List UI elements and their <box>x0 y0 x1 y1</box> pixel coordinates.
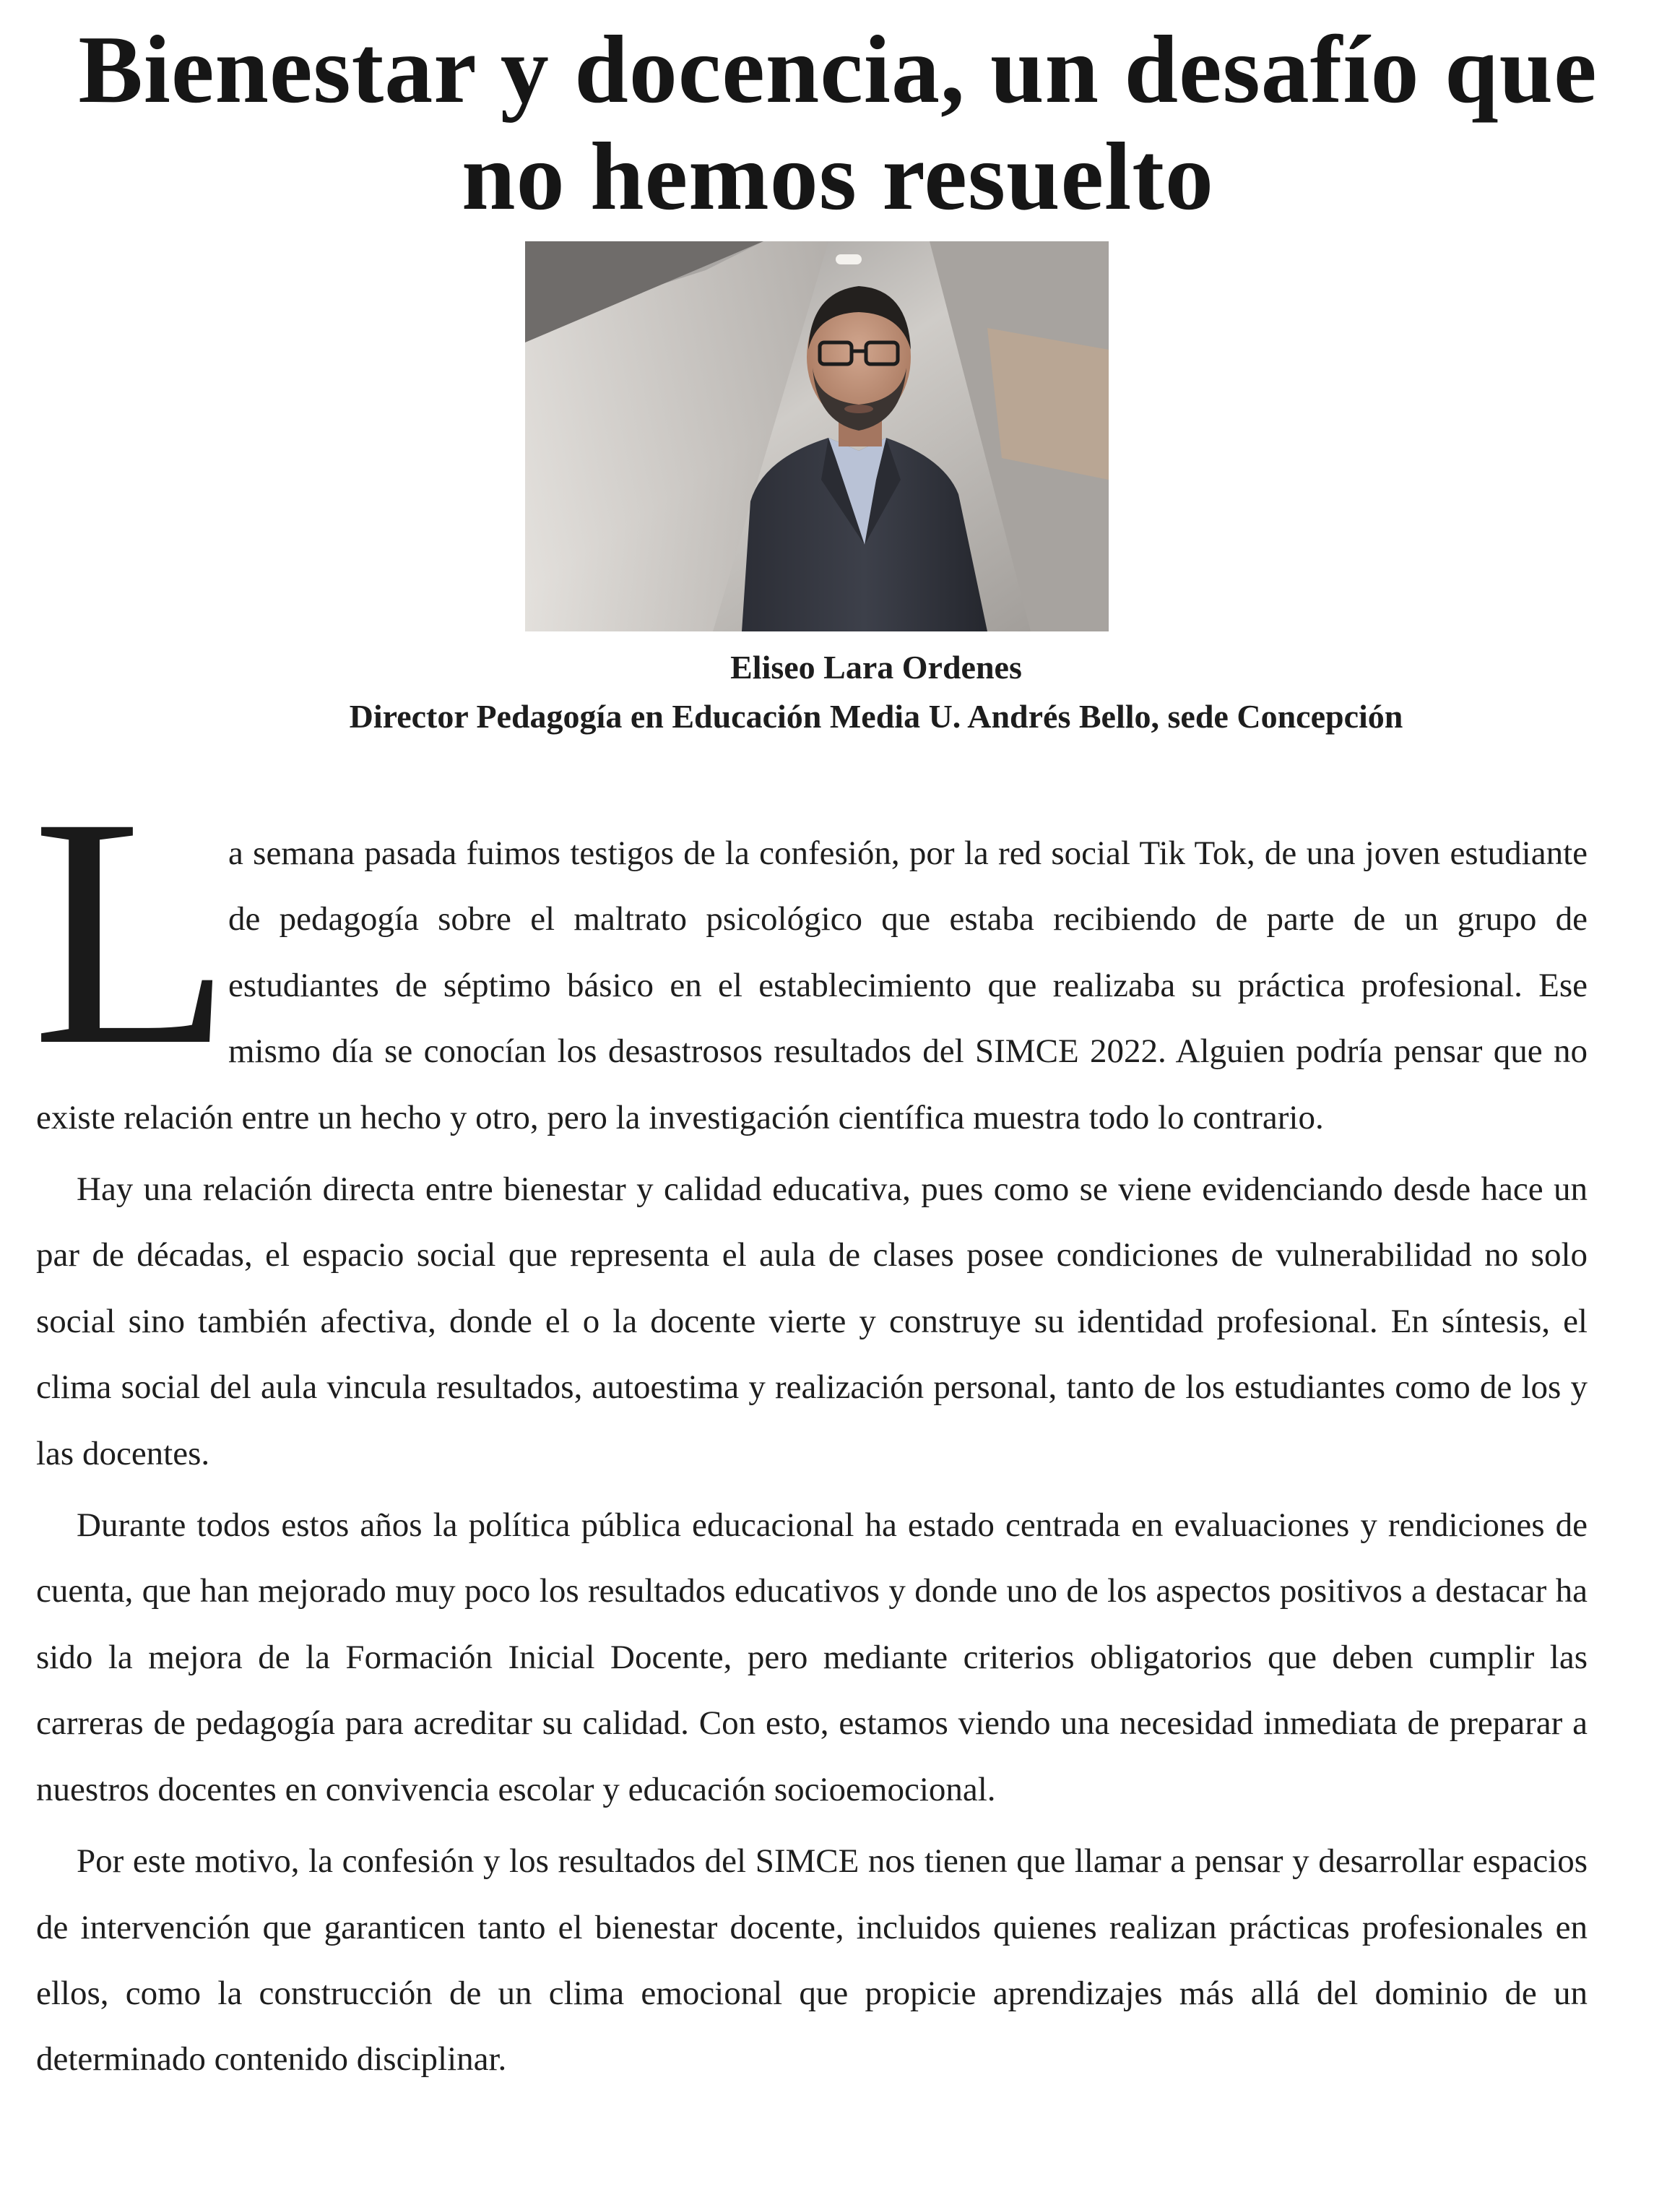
paragraph-1: a semana pasada fuimos testigos de la confesión, por la red social Tik Tok, de una joven estudiante de pedagogía sobre el maltrato psicológico que estaba recibiendo de parte de un grupo de estudiantes de séptimo básico en el establecimiento que realizaba su práctica profesional. Ese mismo día se conocían los desastrosos resultados del SIMCE 2022. Alguien podría pensar que no existe relación entre un hecho y otro, pero la investigación científica muestra todo lo contrario. <box>36 834 1588 1136</box>
article-headline: Bienestar y docencia, un desafío que no hemos resuelto <box>78 16 1598 230</box>
paragraph-3: Durante todos estos años la política pública educacional ha estado centrada en evaluaciones y rendiciones de cuenta, que han mejorado muy poco los resultados educativos y donde uno de los aspectos positivos a destacar ha sido la mejora de la Formación Inicial Docente, pero mediante criterios obligatorios que deben cumplir las carreras de pedagogía para acreditar su calidad. Con esto, estamos viendo una necesidad inmediata de preparar a nuestros docentes en convivencia escolar y educación socioemocional. <box>36 1506 1588 1808</box>
author-name: Eliseo Lara Ordenes <box>730 649 1022 686</box>
article-body <box>36 821 1588 2093</box>
drop-cap-letter: L <box>32 750 233 1113</box>
paragraph-4: Por este motivo, la confesión y los resultados del SIMCE nos tienen que llamar a pensar y desarrollar espacios de intervención que garanticen tanto el bienestar docente, incluidos quienes realizan prácticas profesionales en ellos, como la construcción de un clima emocional que propicie aprendizajes más allá del dominio de un determinado contenido disciplinar. <box>36 1842 1588 2079</box>
author-photo <box>525 241 1109 631</box>
paragraph-2: Hay una relación directa entre bienestar y calidad educativa, pues como se viene evidenciando desde hace un par de décadas, el espacio social que representa el aula de clases posee condiciones de vulnerabilidad no solo social sino también afectiva, donde el o la docente vierte y construye su identidad profesional. En síntesis, el clima social del aula vincula resultados, autoestima y realización personal, tanto de los estudiantes como de los y las docentes. <box>36 1170 1588 1472</box>
author-role: Director Pedagogía en Educación Media U. Andrés Bello, sede Concepción <box>349 698 1403 735</box>
